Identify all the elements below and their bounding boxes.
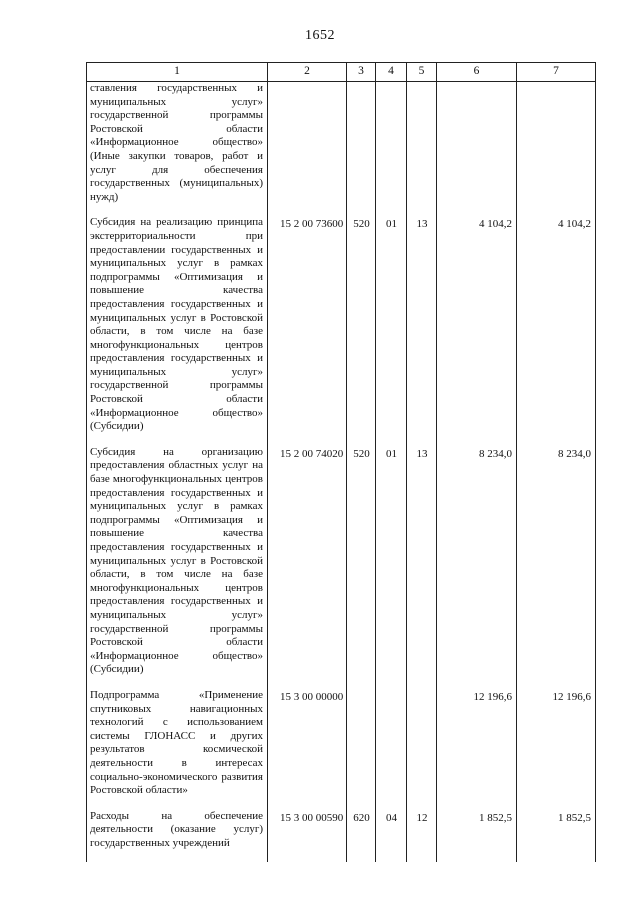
row-expense-type bbox=[347, 82, 376, 217]
row-section bbox=[376, 82, 407, 217]
row-amount-col7: 8 234,0 bbox=[517, 446, 596, 689]
row-expense-type: 520 bbox=[347, 446, 376, 689]
row-section: 04 bbox=[376, 810, 407, 863]
header-row bbox=[87, 63, 596, 82]
page-number: 1652 bbox=[305, 28, 335, 43]
column-header: 7 bbox=[517, 63, 596, 82]
row-name: Расходы на обеспечение деятельности (оказание услуг) государственных учреждений bbox=[87, 810, 268, 863]
budget-table bbox=[86, 62, 596, 862]
table-row bbox=[87, 216, 596, 446]
row-expense-type: 620 bbox=[347, 810, 376, 863]
row-subsection bbox=[407, 689, 437, 810]
row-amount-col6: 12 196,6 bbox=[437, 689, 517, 810]
table-row bbox=[87, 446, 596, 689]
row-amount-col7: 12 196,6 bbox=[517, 689, 596, 810]
table-row bbox=[87, 810, 596, 863]
row-subsection: 12 bbox=[407, 810, 437, 863]
row-amount-col6: 4 104,2 bbox=[437, 216, 517, 446]
row-name: Субсидия на организацию предоставления областных услуг на базе многофункциональных центров предоставления государственных и муниципальных услуг в рамках подпрограммы «Оптимизация и повышение качества предоставления государственных и муниципальных услуг в Ростовской области, в том числе на базе многофункциональных центров предоставления государственных и муниципальных услуг» государственной программы Ростовской области «Информационное общество» (Субсидии) bbox=[87, 446, 268, 689]
row-target-code: 15 3 00 00000 bbox=[268, 689, 347, 810]
row-section bbox=[376, 689, 407, 810]
row-name: ставления государственных и муниципальных услуг» государственной программы Ростовской области «Информационное общество» (Иные закупки товаров, работ и услуг для обеспечения государственных (муниципальных) нужд) bbox=[87, 82, 268, 217]
row-name: Подпрограмма «Применение спутниковых навигационных технологий с использованием системы ГЛОНАСС и других результатов космической деятельности в интересах социально-экономического развития Ростовской области» bbox=[87, 689, 268, 810]
row-subsection bbox=[407, 82, 437, 217]
row-expense-type bbox=[347, 689, 376, 810]
column-header: 2 bbox=[268, 63, 347, 82]
table-row bbox=[87, 689, 596, 810]
row-subsection: 13 bbox=[407, 446, 437, 689]
column-header: 6 bbox=[437, 63, 517, 82]
column-header: 1 bbox=[87, 63, 268, 82]
row-amount-col6 bbox=[437, 82, 517, 217]
row-target-code: 15 3 00 00590 bbox=[268, 810, 347, 863]
row-name: Субсидия на реализацию принципа экстерриториальности при предоставлении государственных и муниципальных услуг в рамках подпрограммы «Оптимизация и повышение качества предоставления государственных и муниципальных услуг в Ростовской области, в том числе на базе многофункциональных центров предоставления государственных и муниципальных услуг» государственной программы Ростовской области «Информационное общество» (Субсидии) bbox=[87, 216, 268, 446]
row-section: 01 bbox=[376, 446, 407, 689]
column-header: 4 bbox=[376, 63, 407, 82]
row-section: 01 bbox=[376, 216, 407, 446]
row-amount-col7: 4 104,2 bbox=[517, 216, 596, 446]
row-amount-col6: 8 234,0 bbox=[437, 446, 517, 689]
row-amount-col7 bbox=[517, 82, 596, 217]
row-amount-col6: 1 852,5 bbox=[437, 810, 517, 863]
row-target-code: 15 2 00 74020 bbox=[268, 446, 347, 689]
row-target-code bbox=[268, 82, 347, 217]
row-subsection: 13 bbox=[407, 216, 437, 446]
column-header: 5 bbox=[407, 63, 437, 82]
table-row bbox=[87, 82, 596, 217]
row-amount-col7: 1 852,5 bbox=[517, 810, 596, 863]
row-expense-type: 520 bbox=[347, 216, 376, 446]
column-header: 3 bbox=[347, 63, 376, 82]
row-target-code: 15 2 00 73600 bbox=[268, 216, 347, 446]
